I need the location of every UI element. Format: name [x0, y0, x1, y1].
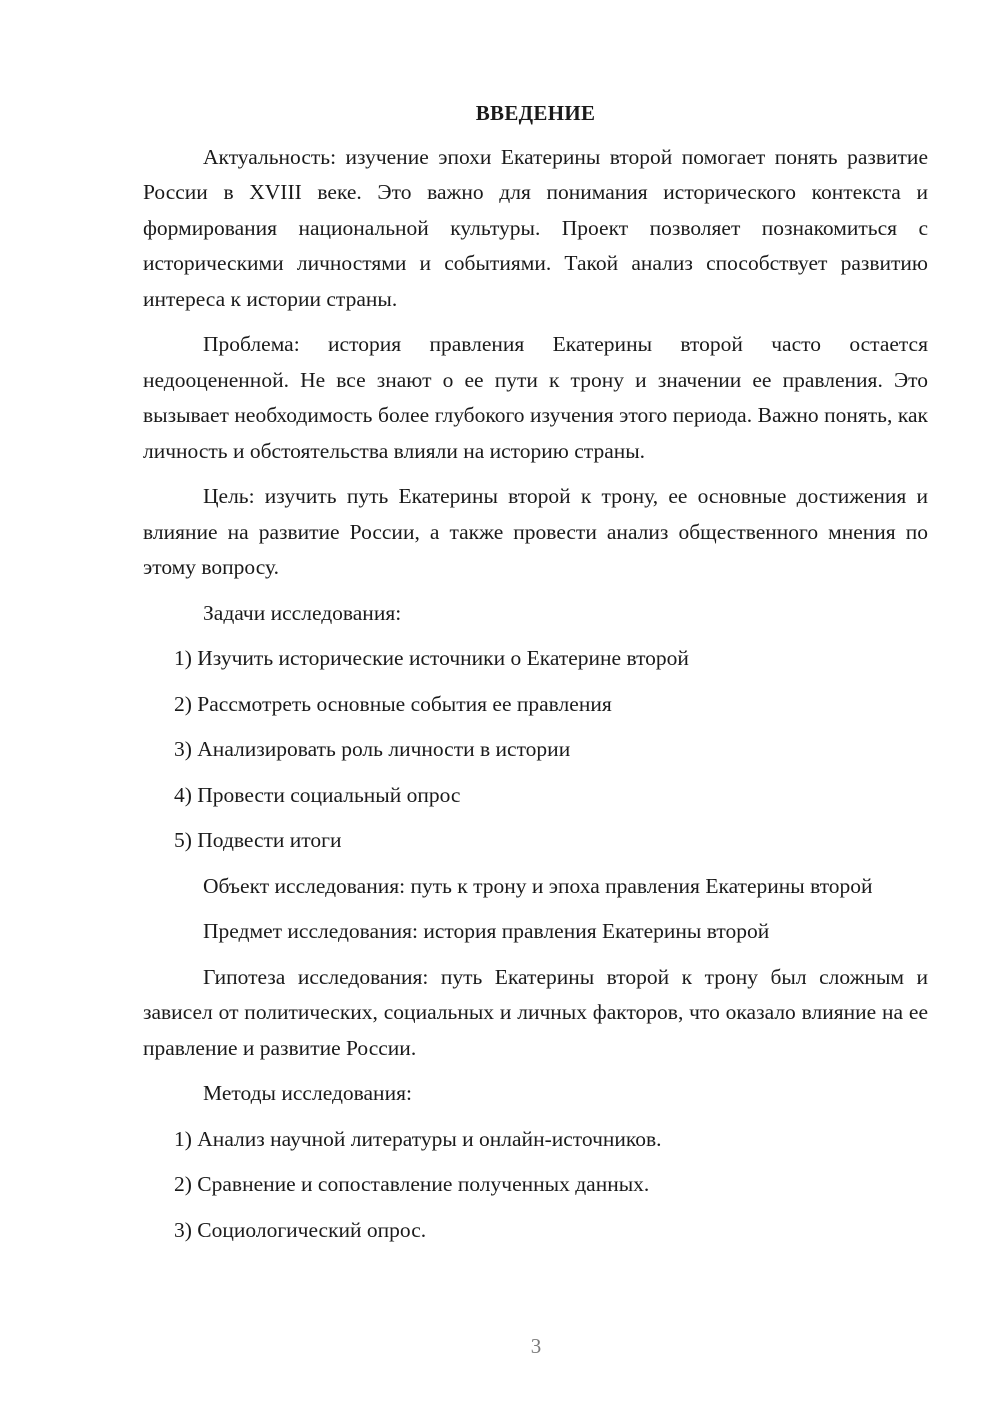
tasks-list [143, 641, 928, 859]
methods-list [143, 1122, 928, 1249]
list-item: 2) Рассмотреть основные события ее правления [174, 691, 612, 716]
document-page [143, 96, 928, 1258]
paragraph-object: Объект исследования: путь к трону и эпоха правления Екатерины второй [203, 873, 873, 898]
section-title: ВВЕДЕНИЕ [475, 101, 596, 125]
paragraph-subject: Предмет исследования: история правления Екатерины второй [203, 919, 770, 943]
list-item: 1) Анализ научной литературы и онлайн-источников. [174, 1126, 662, 1151]
paragraph-relevance: Актуальность: изучение эпохи Екатерины второй помогает понять развитие России в XVIII веке. Это важно для понимания исторического контекста и формирования национальной культуры. Проект позволяет познакомиться с историческими личностями и событиями. Такой анализ способствует развитию интереса к истории страны. [143, 144, 928, 311]
methods-heading: Методы исследования: [203, 1081, 412, 1105]
list-item: 1) Изучить исторические источники о Екатерине второй [174, 646, 689, 670]
paragraph-goal: Цель: изучить путь Екатерины второй к трону, ее основные достижения и влияние на развитие России, а также провести анализ общественного мнения по этому вопросу. [143, 484, 928, 579]
list-item: 5) Подвести итоги [174, 828, 342, 852]
list-item: 4) Провести социальный опрос [174, 782, 461, 807]
list-item: 3) Социологический опрос. [174, 1217, 427, 1242]
paragraph-hypothesis: Гипотеза исследования: путь Екатерины второй к трону был сложным и зависел от политических, социальных и личных факторов, что оказало влияние на ее правление и развитие России. [143, 964, 928, 1060]
page-number: 3 [530, 1334, 542, 1358]
list-item: 2) Сравнение и сопоставление полученных данных. [174, 1172, 650, 1196]
list-item: 3) Анализировать роль личности в истории [174, 737, 571, 761]
paragraph-problem: Проблема: история правления Екатерины второй часто остается недооцененной. Не все знают о ее пути к трону и значении ее правления. Это вызывает необходимость более глубокого изучения этого периода. Важно понять, как личность и обстоятельства влияли на историю страны. [143, 332, 928, 463]
tasks-heading: Задачи исследования: [203, 600, 402, 625]
